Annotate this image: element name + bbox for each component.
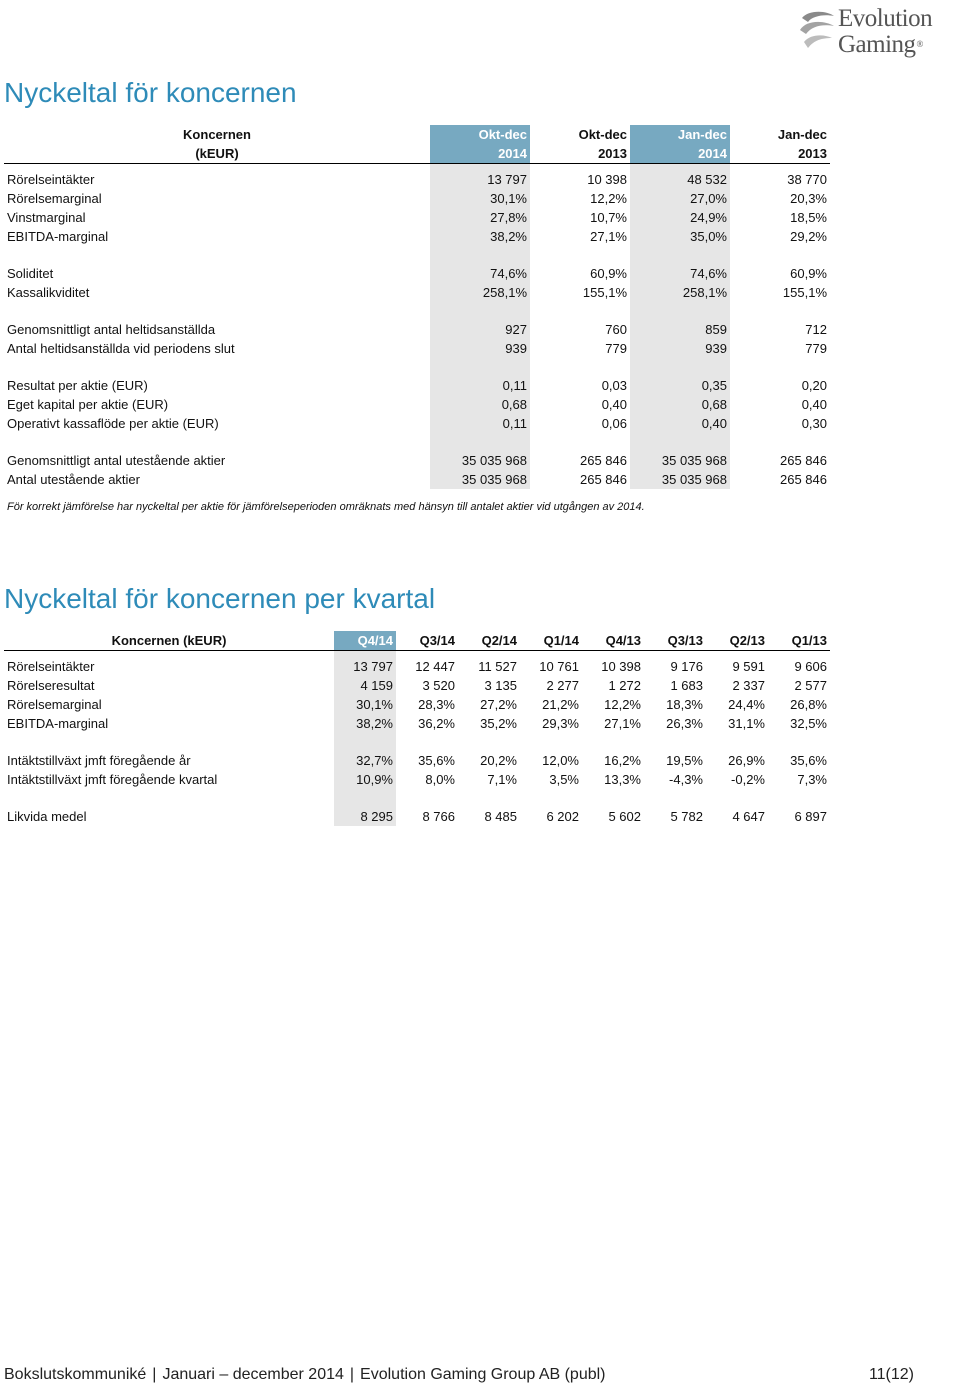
row-label: Genomsnittligt antal utestående aktier	[7, 453, 226, 468]
value-cell: 0,68	[430, 395, 530, 414]
spacer-cell	[4, 358, 430, 376]
column-header: Q3/13	[644, 631, 706, 651]
value-cell: 859	[630, 320, 730, 339]
value-cell: 760	[605, 322, 627, 337]
value-cell: 0,03	[601, 378, 627, 393]
value-cell: 10,7%	[590, 210, 627, 225]
spacer-cell	[458, 789, 520, 807]
value-cell: 6 897	[794, 809, 827, 824]
footer-company: Evolution Gaming Group AB (publ)	[360, 1366, 606, 1383]
row-label: Antal heltidsanställda vid periodens slut	[7, 341, 235, 356]
spacer-cell	[520, 733, 582, 751]
value-cell: 12,0%	[542, 753, 579, 768]
value-cell: 74,6%	[630, 264, 730, 283]
spacer-cell	[430, 302, 530, 320]
value-cell: 155,1%	[782, 285, 827, 300]
spacer-cell	[706, 789, 768, 807]
value-cell: 60,9%	[590, 266, 627, 281]
value-cell: 12,2%	[590, 191, 627, 206]
value-cell: 12 447	[415, 659, 455, 674]
value-cell: 7,3%	[797, 772, 827, 787]
value-cell: 0,40	[801, 397, 827, 412]
row-label: Rörelsemarginal	[7, 697, 102, 712]
spacer-row	[4, 246, 830, 264]
table-row	[4, 227, 830, 246]
value-cell: 28,3%	[418, 697, 455, 712]
spacer-cell	[530, 433, 630, 451]
value-cell: 3,5%	[549, 772, 579, 787]
value-cell: 265 846	[780, 453, 827, 468]
footnote: För korrekt jämförelse har nyckeltal per aktie för jämförelseperioden omräknats med hänsyn till antalet aktier vid utgången av 2014.	[7, 501, 645, 513]
spacer-cell	[430, 246, 530, 264]
value-cell: 21,2%	[542, 697, 579, 712]
column-year: 2014	[430, 144, 530, 164]
logo-registered-mark: ®	[916, 39, 923, 49]
header-row	[4, 144, 830, 164]
row-label: EBITDA-marginal	[7, 229, 109, 244]
row-label: Rörelsemarginal	[7, 191, 102, 206]
column-header: Q1/13	[768, 631, 830, 651]
row-label: EBITDA-marginal	[7, 716, 109, 731]
value-cell: 35 035 968	[430, 451, 530, 470]
spacer-cell	[334, 789, 396, 807]
value-cell: 0,35	[630, 376, 730, 395]
section2-title: Nyckeltal för koncernen per kvartal	[4, 583, 436, 614]
spacer-row	[4, 433, 830, 451]
value-cell: 4 647	[732, 809, 765, 824]
value-cell: 30,1%	[334, 695, 396, 714]
row-label: Rörelseintäkter	[7, 659, 95, 674]
spacer-cell	[396, 789, 458, 807]
logo-swirl-icon	[798, 8, 838, 54]
value-cell: 10 398	[587, 172, 627, 187]
row-label: Antal utestående aktier	[7, 472, 140, 487]
column-header: Q4/13	[582, 631, 644, 651]
value-cell: 7,1%	[487, 772, 517, 787]
value-cell: 9 591	[732, 659, 765, 674]
quarterly-key-figures-table	[4, 631, 830, 826]
value-cell: 0,06	[601, 416, 627, 431]
row-label-header: Koncernen (kEUR)	[4, 631, 334, 651]
spacer-cell	[4, 733, 334, 751]
value-cell: 2 577	[794, 678, 827, 693]
value-cell: 712	[805, 322, 827, 337]
value-cell: 9 176	[670, 659, 703, 674]
value-cell: 32,5%	[790, 716, 827, 731]
spacer-cell	[582, 789, 644, 807]
value-cell: 27,2%	[480, 697, 517, 712]
column-year: 2013	[730, 144, 830, 164]
evolution-gaming-logo	[798, 4, 958, 62]
value-cell: 155,1%	[582, 285, 627, 300]
value-cell: 35 035 968	[630, 451, 730, 470]
value-cell: 0,11	[430, 414, 530, 433]
row-label: Eget kapital per aktie (EUR)	[7, 397, 169, 412]
table-row	[4, 264, 830, 283]
value-cell: 35,0%	[630, 227, 730, 246]
table-row	[4, 376, 830, 395]
value-cell: 8 485	[484, 809, 517, 824]
page-footer: Bokslutskommuniké | Januari – december 2014 | Evolution Gaming Group AB (publ) 11(12)	[4, 1366, 914, 1383]
value-cell: 6 202	[546, 809, 579, 824]
table-row	[4, 770, 830, 789]
logo-line1: Evolution	[838, 5, 933, 32]
value-cell: 0,68	[630, 395, 730, 414]
column-header: Q1/14	[520, 631, 582, 651]
value-cell: 11 527	[478, 659, 517, 674]
value-cell: 9 606	[794, 659, 827, 674]
value-cell: 74,6%	[430, 264, 530, 283]
table-row	[4, 714, 830, 733]
spacer-cell	[730, 433, 830, 451]
value-cell: 26,8%	[790, 697, 827, 712]
header-row	[4, 631, 830, 651]
value-cell: 0,40	[601, 397, 627, 412]
value-cell: 13 797	[334, 657, 396, 676]
spacer-cell	[730, 358, 830, 376]
column-header: Q2/13	[706, 631, 768, 651]
value-cell: 12,2%	[604, 697, 641, 712]
value-cell: 5 602	[608, 809, 641, 824]
table-row	[4, 657, 830, 676]
value-cell: 13,3%	[604, 772, 641, 787]
table-row	[4, 170, 830, 189]
column-year: 2014	[630, 144, 730, 164]
value-cell: 48 532	[630, 170, 730, 189]
spacer-cell	[644, 733, 706, 751]
table-row	[4, 395, 830, 414]
value-cell: 18,3%	[666, 697, 703, 712]
value-cell: 16,2%	[604, 753, 641, 768]
spacer-cell	[520, 789, 582, 807]
key-figures-table	[4, 125, 830, 489]
column-header: Okt-dec	[578, 127, 627, 142]
page-number: 11(12)	[868, 1366, 914, 1383]
column-header: Q3/14	[396, 631, 458, 651]
value-cell: 35,6%	[790, 753, 827, 768]
value-cell: 35,2%	[480, 716, 517, 731]
value-cell: 0,30	[801, 416, 827, 431]
row-label: Intäktstillväxt jmft föregående kvartal	[7, 772, 218, 787]
column-header: Q4/14	[334, 631, 396, 651]
spacer-cell	[644, 789, 706, 807]
spacer-row	[4, 733, 830, 751]
spacer-cell	[630, 246, 730, 264]
spacer-cell	[4, 433, 430, 451]
spacer-cell	[458, 733, 520, 751]
value-cell: 38,2%	[334, 714, 396, 733]
value-cell: 27,8%	[430, 208, 530, 227]
spacer-cell	[530, 246, 630, 264]
value-cell: 3 135	[484, 678, 517, 693]
spacer-cell	[430, 433, 530, 451]
row-label: Likvida medel	[7, 809, 87, 824]
row-label: Vinstmarginal	[7, 210, 86, 225]
spacer-cell	[430, 358, 530, 376]
table-row	[4, 283, 830, 302]
value-cell: 26,9%	[728, 753, 765, 768]
value-cell: 27,0%	[630, 189, 730, 208]
value-cell: 24,9%	[630, 208, 730, 227]
value-cell: 8 766	[422, 809, 455, 824]
table-row	[4, 695, 830, 714]
value-cell: 26,3%	[666, 716, 703, 731]
value-cell: 779	[605, 341, 627, 356]
value-cell: 35 035 968	[630, 470, 730, 489]
spacer-cell	[730, 246, 830, 264]
row-label: Resultat per aktie (EUR)	[7, 378, 148, 393]
value-cell: 10 398	[601, 659, 641, 674]
column-header: Q2/14	[458, 631, 520, 651]
value-cell: 258,1%	[430, 283, 530, 302]
spacer-row	[4, 302, 830, 320]
value-cell: 35,6%	[418, 753, 455, 768]
value-cell: 38,2%	[430, 227, 530, 246]
table-row	[4, 414, 830, 433]
table-row	[4, 807, 830, 826]
spacer-cell	[582, 733, 644, 751]
value-cell: 18,5%	[790, 210, 827, 225]
table-row	[4, 339, 830, 358]
value-cell: 0,20	[801, 378, 827, 393]
spacer-cell	[4, 302, 430, 320]
value-cell: 0,40	[630, 414, 730, 433]
table-row	[4, 320, 830, 339]
value-cell: 265 846	[580, 472, 627, 487]
row-label: Genomsnittligt antal heltidsanställda	[7, 322, 216, 337]
table-row	[4, 451, 830, 470]
table-row	[4, 676, 830, 695]
value-cell: 13 797	[430, 170, 530, 189]
table-row	[4, 189, 830, 208]
value-cell: 2 337	[732, 678, 765, 693]
column-header: Jan-dec	[630, 125, 730, 144]
value-cell: -0,2%	[731, 772, 765, 787]
header-row	[4, 125, 830, 144]
section1-title: Nyckeltal för koncernen	[4, 77, 297, 108]
value-cell: 60,9%	[790, 266, 827, 281]
row-label: Operativt kassaflöde per aktie (EUR)	[7, 416, 219, 431]
row-label-header: Koncernen	[183, 127, 251, 142]
spacer-cell	[4, 246, 430, 264]
value-cell: 8 295	[334, 807, 396, 826]
spacer-cell	[530, 302, 630, 320]
value-cell: -4,3%	[669, 772, 703, 787]
value-cell: 10,9%	[334, 770, 396, 789]
row-label: Rörelseresultat	[7, 678, 95, 693]
value-cell: 265 846	[780, 472, 827, 487]
spacer-cell	[768, 789, 830, 807]
value-cell: 20,2%	[480, 753, 517, 768]
value-cell: 779	[805, 341, 827, 356]
value-cell: 24,4%	[728, 697, 765, 712]
value-cell: 27,1%	[590, 229, 627, 244]
spacer-row	[4, 358, 830, 376]
value-cell: 35 035 968	[430, 470, 530, 489]
row-label-unit: (kEUR)	[4, 144, 430, 164]
value-cell: 1 683	[670, 678, 703, 693]
spacer-cell	[768, 733, 830, 751]
value-cell: 32,7%	[334, 751, 396, 770]
value-cell: 19,5%	[666, 753, 703, 768]
spacer-cell	[396, 733, 458, 751]
spacer-cell	[630, 358, 730, 376]
row-label: Kassalikviditet	[7, 285, 90, 300]
column-header: Okt-dec	[430, 125, 530, 144]
value-cell: 36,2%	[418, 716, 455, 731]
spacer-cell	[334, 733, 396, 751]
spacer-cell	[630, 433, 730, 451]
table-row	[4, 208, 830, 227]
table-row	[4, 470, 830, 489]
value-cell: 31,1%	[728, 716, 765, 731]
value-cell: 939	[630, 339, 730, 358]
spacer-cell	[630, 302, 730, 320]
value-cell: 20,3%	[790, 191, 827, 206]
value-cell: 10 761	[539, 659, 579, 674]
value-cell: 265 846	[580, 453, 627, 468]
spacer-cell	[4, 789, 334, 807]
row-label: Intäktstillväxt jmft föregående år	[7, 753, 191, 768]
value-cell: 38 770	[787, 172, 827, 187]
row-label: Soliditet	[7, 266, 54, 281]
value-cell: 8,0%	[425, 772, 455, 787]
value-cell: 0,11	[430, 376, 530, 395]
column-year: 2013	[530, 144, 630, 164]
footer-period: Januari – december 2014	[162, 1366, 344, 1383]
value-cell: 27,1%	[604, 716, 641, 731]
value-cell: 2 277	[546, 678, 579, 693]
value-cell: 927	[430, 320, 530, 339]
value-cell: 258,1%	[630, 283, 730, 302]
value-cell: 3 520	[422, 678, 455, 693]
value-cell: 4 159	[334, 676, 396, 695]
column-header: Jan-dec	[777, 127, 827, 142]
value-cell: 939	[430, 339, 530, 358]
spacer-cell	[530, 358, 630, 376]
value-cell: 30,1%	[430, 189, 530, 208]
spacer-cell	[730, 302, 830, 320]
row-label: Rörelseintäkter	[7, 172, 95, 187]
value-cell: 1 272	[608, 678, 641, 693]
value-cell: 29,3%	[542, 716, 579, 731]
value-cell: 29,2%	[790, 229, 827, 244]
spacer-cell	[706, 733, 768, 751]
logo-line2: Gaming	[838, 31, 916, 58]
footer-doc: Bokslutskommuniké	[4, 1366, 147, 1383]
table-row	[4, 751, 830, 770]
spacer-row	[4, 789, 830, 807]
value-cell: 5 782	[670, 809, 703, 824]
